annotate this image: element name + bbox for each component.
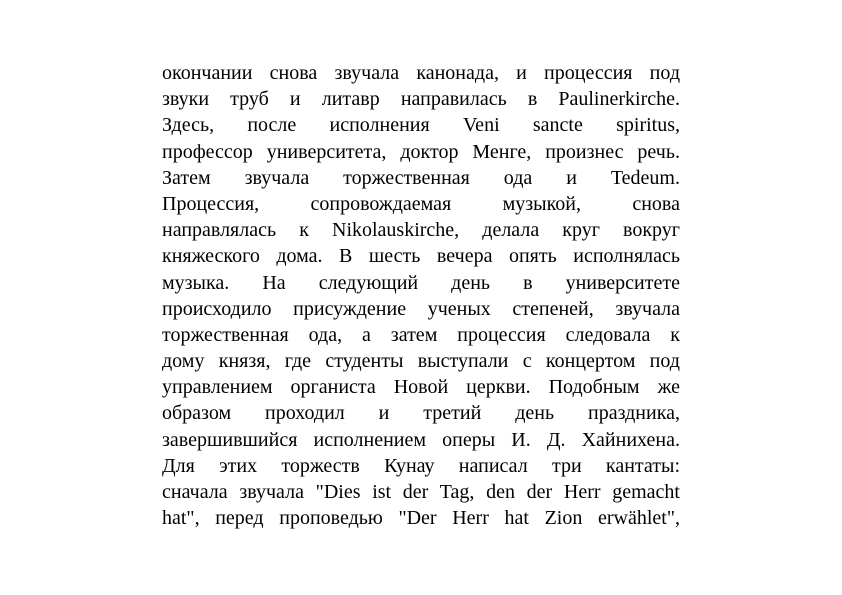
text-line-4: профессор университета, доктор Менге, произнес речь. <box>162 140 680 163</box>
text-line-13: управлением органиста Новой церкви. Подобным же <box>162 376 680 399</box>
text-line-11: торжественная ода, а затем процессия следовала к <box>162 323 680 346</box>
text-line-3: Здесь, после исполнения Veni sancte spiritus, <box>162 114 680 137</box>
text-line-15: завершившийся исполнением оперы И. Д. Хайнихена. <box>162 428 680 451</box>
text-line-8: княжеского дома. В шесть вечера опять исполнялась <box>162 245 680 268</box>
text-line-17: сначала звучала "Dies ist der Tag, den der Herr gemacht <box>162 481 680 503</box>
text-line-14: образом проходил и третий день праздника, <box>162 402 680 425</box>
text-line-1: окончании снова звучала канонада, и процессия под <box>162 62 680 84</box>
text-line-18: hat", перед проповедью "Der Herr hat Zion erwählet", <box>162 507 680 530</box>
body-text <box>162 60 680 531</box>
text-line-10: происходило присуждение ученых степеней, звучала <box>162 297 680 320</box>
text-line-2: звуки труб и литавр направилась в Paulinerkirche. <box>162 88 680 111</box>
text-line-6: Процессия, сопровождаемая музыкой, снова <box>162 192 680 215</box>
text-line-16: Для этих торжеств Кунау написал три кантаты: <box>162 454 680 477</box>
text-line-9: музыка. На следующий день в университете <box>162 271 680 294</box>
text-line-7: направлялась к Nikolauskirche, делала круг вокруг <box>162 219 680 242</box>
text-line-12: дому князя, где студенты выступали с концертом под <box>162 350 680 373</box>
text-line-5: Затем звучала торжественная ода и Tedeum. <box>162 166 680 189</box>
